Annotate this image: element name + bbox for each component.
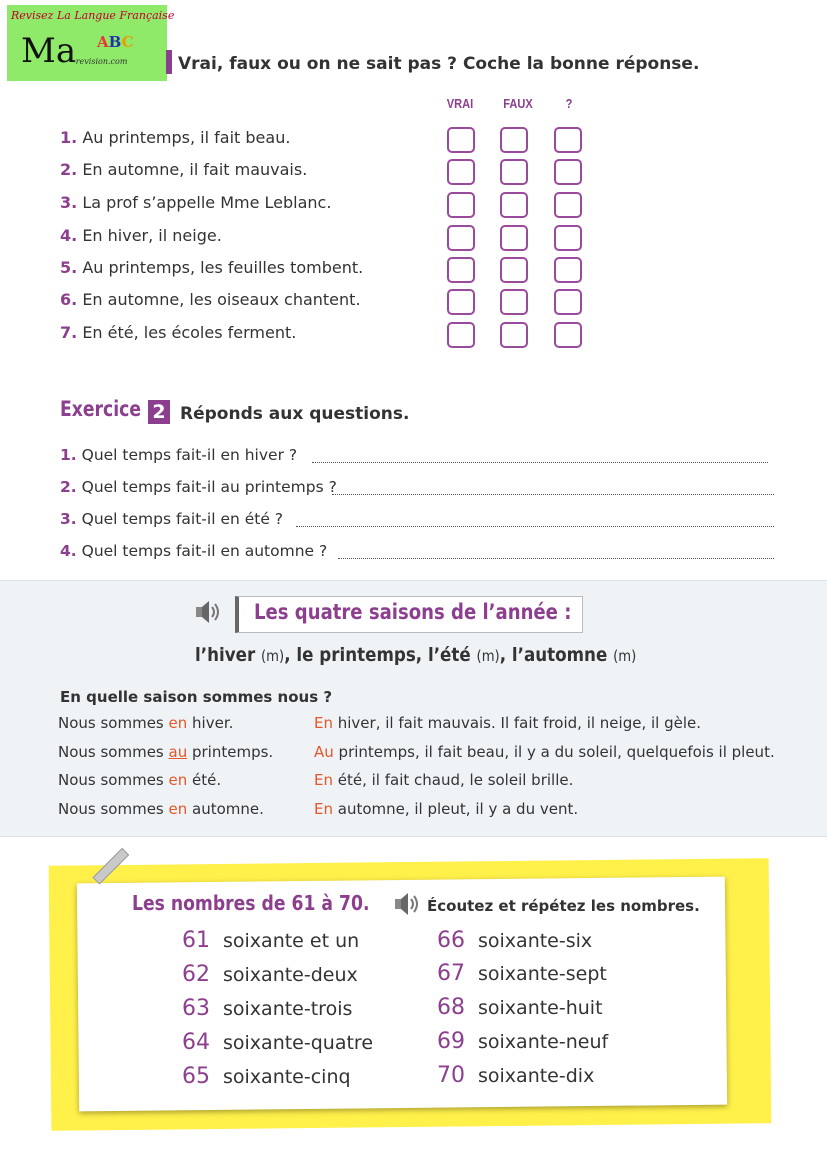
number-digit: 63	[182, 996, 210, 1021]
preposition: en	[168, 800, 188, 818]
preposition: En	[314, 714, 333, 732]
statement-text: Nous sommes	[58, 743, 169, 761]
checkbox-unknown[interactable]	[554, 322, 582, 348]
question-text: En automne, les oiseaux chantent.	[82, 290, 361, 309]
number-digit: 65	[182, 1064, 210, 1089]
number-digit: 62	[182, 962, 210, 987]
answer-line[interactable]	[332, 494, 774, 495]
season-question: En quelle saison sommes nous ?	[60, 688, 333, 706]
question-item	[60, 193, 331, 212]
speaker-icon[interactable]	[393, 890, 423, 918]
checkbox-vrai[interactable]	[447, 192, 475, 218]
seasons-title: Les quatre saisons de l’année :	[254, 600, 572, 624]
preposition: en	[168, 771, 188, 789]
question-number: 4.	[60, 542, 77, 560]
logo-domain: -revision.com	[73, 57, 128, 66]
checkbox-vrai[interactable]	[447, 159, 475, 185]
preposition: Au	[314, 743, 334, 761]
number-word: soixante-sept	[478, 963, 607, 985]
question-number: 6.	[60, 290, 78, 309]
seasons-list	[195, 644, 636, 666]
season-description	[314, 714, 701, 732]
checkbox-unknown[interactable]	[554, 192, 582, 218]
number-digit: 70	[437, 1063, 465, 1088]
checkbox-faux[interactable]	[500, 225, 528, 251]
statement-text: Nous sommes	[58, 714, 169, 732]
number-word: soixante-neuf	[478, 1031, 609, 1053]
number-word: soixante-huit	[478, 997, 603, 1019]
question-item	[60, 128, 290, 147]
season-name: l’hiver	[195, 644, 262, 666]
checkbox-unknown[interactable]	[554, 225, 582, 251]
answer-line[interactable]	[338, 558, 774, 559]
question-number: 4.	[60, 226, 78, 245]
number-word: soixante-deux	[223, 964, 358, 986]
number-digit: 64	[182, 1030, 210, 1055]
question-item	[60, 446, 297, 464]
logo-tagline: Revisez La Langue Française	[11, 9, 175, 22]
number-digit: 66	[437, 928, 465, 953]
season-name: , le printemps, l’été	[284, 644, 477, 666]
question-text: Au printemps, les feuilles tombent.	[82, 258, 364, 277]
answer-line[interactable]	[296, 526, 774, 527]
question-item	[60, 478, 337, 496]
question-text: La prof s’appelle Mme Leblanc.	[82, 193, 332, 212]
gender-marker: (m)	[261, 647, 285, 665]
checkbox-vrai[interactable]	[447, 322, 475, 348]
column-vrai: VRAI	[446, 96, 474, 111]
question-number: 5.	[60, 258, 78, 277]
checkbox-faux[interactable]	[500, 127, 528, 153]
number-digit: 68	[437, 995, 465, 1020]
column-unknown: ?	[565, 96, 573, 111]
checkbox-unknown[interactable]	[554, 127, 582, 153]
season-statement	[58, 743, 273, 761]
statement-text: Nous sommes	[58, 771, 169, 789]
number-word: soixante et un	[223, 930, 360, 952]
description-text: printemps, il fait beau, il y a du soleil, quelquefois il pleut.	[333, 743, 775, 761]
season-name: , l’automne	[499, 644, 614, 666]
question-number: 1.	[60, 128, 78, 147]
question-text: Au printemps, il fait beau.	[82, 128, 291, 147]
checkbox-faux[interactable]	[500, 257, 528, 283]
season-description	[314, 743, 775, 761]
number-word: soixante-cinq	[223, 1066, 351, 1088]
question-number: 2.	[60, 478, 77, 496]
question-text: Quel temps fait-il en hiver ?	[81, 446, 298, 464]
exercise1-marker	[166, 50, 172, 74]
description-text: été, il fait chaud, le soleil brille.	[332, 771, 574, 789]
checkbox-vrai[interactable]	[447, 257, 475, 283]
description-text: automne, il pleut, il y a du vent.	[332, 800, 579, 818]
statement-text: Nous sommes	[58, 800, 169, 818]
answer-line[interactable]	[312, 462, 768, 463]
question-item	[60, 258, 363, 277]
speaker-icon[interactable]	[194, 598, 224, 626]
checkbox-faux[interactable]	[500, 159, 528, 185]
season-statement	[58, 771, 221, 789]
number-word: soixante-dix	[478, 1065, 595, 1087]
logo-brand: Ma	[21, 31, 77, 71]
question-item	[60, 323, 296, 342]
question-text: Quel temps fait-il en automne ?	[81, 542, 328, 560]
numbers-instruction: Écoutez et répétez les nombres.	[427, 897, 700, 915]
gender-marker: (m)	[476, 647, 500, 665]
description-text: hiver, il fait mauvais. Il fait froid, il neige, il gèle.	[332, 714, 702, 732]
exercise1-instruction: Vrai, faux ou on ne sait pas ? Coche la bonne réponse.	[178, 54, 700, 74]
question-item	[60, 510, 283, 528]
numbers-title: Les nombres de 61 à 70.	[132, 891, 370, 915]
question-number: 3.	[60, 510, 77, 528]
checkbox-unknown[interactable]	[554, 159, 582, 185]
statement-text: printemps.	[187, 743, 274, 761]
question-item	[60, 290, 361, 309]
site-logo	[7, 5, 175, 81]
preposition: en	[168, 714, 188, 732]
number-word: soixante-trois	[223, 998, 353, 1020]
question-number: 1.	[60, 446, 77, 464]
logo-abc: ABC	[97, 33, 134, 51]
checkbox-faux[interactable]	[500, 192, 528, 218]
question-number: 3.	[60, 193, 78, 212]
column-faux: FAUX	[503, 96, 533, 111]
checkbox-unknown[interactable]	[554, 257, 582, 283]
question-number: 2.	[60, 160, 78, 179]
number-word: soixante-quatre	[223, 1032, 374, 1054]
statement-text: hiver.	[187, 714, 234, 732]
preposition: En	[314, 800, 333, 818]
question-item	[60, 542, 327, 560]
season-description	[314, 771, 573, 789]
checkbox-faux[interactable]	[500, 289, 528, 315]
question-item	[60, 226, 222, 245]
checkbox-faux[interactable]	[500, 322, 528, 348]
season-description	[314, 800, 578, 818]
question-number: 7.	[60, 323, 78, 342]
statement-text: automne.	[187, 800, 264, 818]
checkbox-unknown[interactable]	[554, 289, 582, 315]
preposition: au	[168, 743, 188, 761]
question-text: En hiver, il neige.	[82, 226, 222, 245]
season-statement	[58, 714, 233, 732]
statement-text: été.	[187, 771, 222, 789]
question-text: Quel temps fait-il au printemps ?	[81, 478, 337, 496]
season-statement	[58, 800, 264, 818]
question-item	[60, 160, 307, 179]
question-text: En été, les écoles ferment.	[82, 323, 297, 342]
checkbox-vrai[interactable]	[447, 289, 475, 315]
number-digit: 69	[437, 1029, 465, 1054]
number-digit: 67	[437, 961, 465, 986]
question-text: En automne, il fait mauvais.	[82, 160, 308, 179]
preposition: En	[314, 771, 333, 789]
checkbox-vrai[interactable]	[447, 225, 475, 251]
number-word: soixante-six	[478, 930, 593, 952]
gender-marker: (m)	[613, 647, 637, 665]
exercise2-word: Exercice	[60, 397, 142, 421]
exercise2-number: 2	[148, 400, 170, 424]
checkbox-vrai[interactable]	[447, 127, 475, 153]
question-text: Quel temps fait-il en été ?	[81, 510, 284, 528]
number-digit: 61	[182, 928, 210, 953]
exercise2-instruction: Réponds aux questions.	[180, 404, 410, 424]
